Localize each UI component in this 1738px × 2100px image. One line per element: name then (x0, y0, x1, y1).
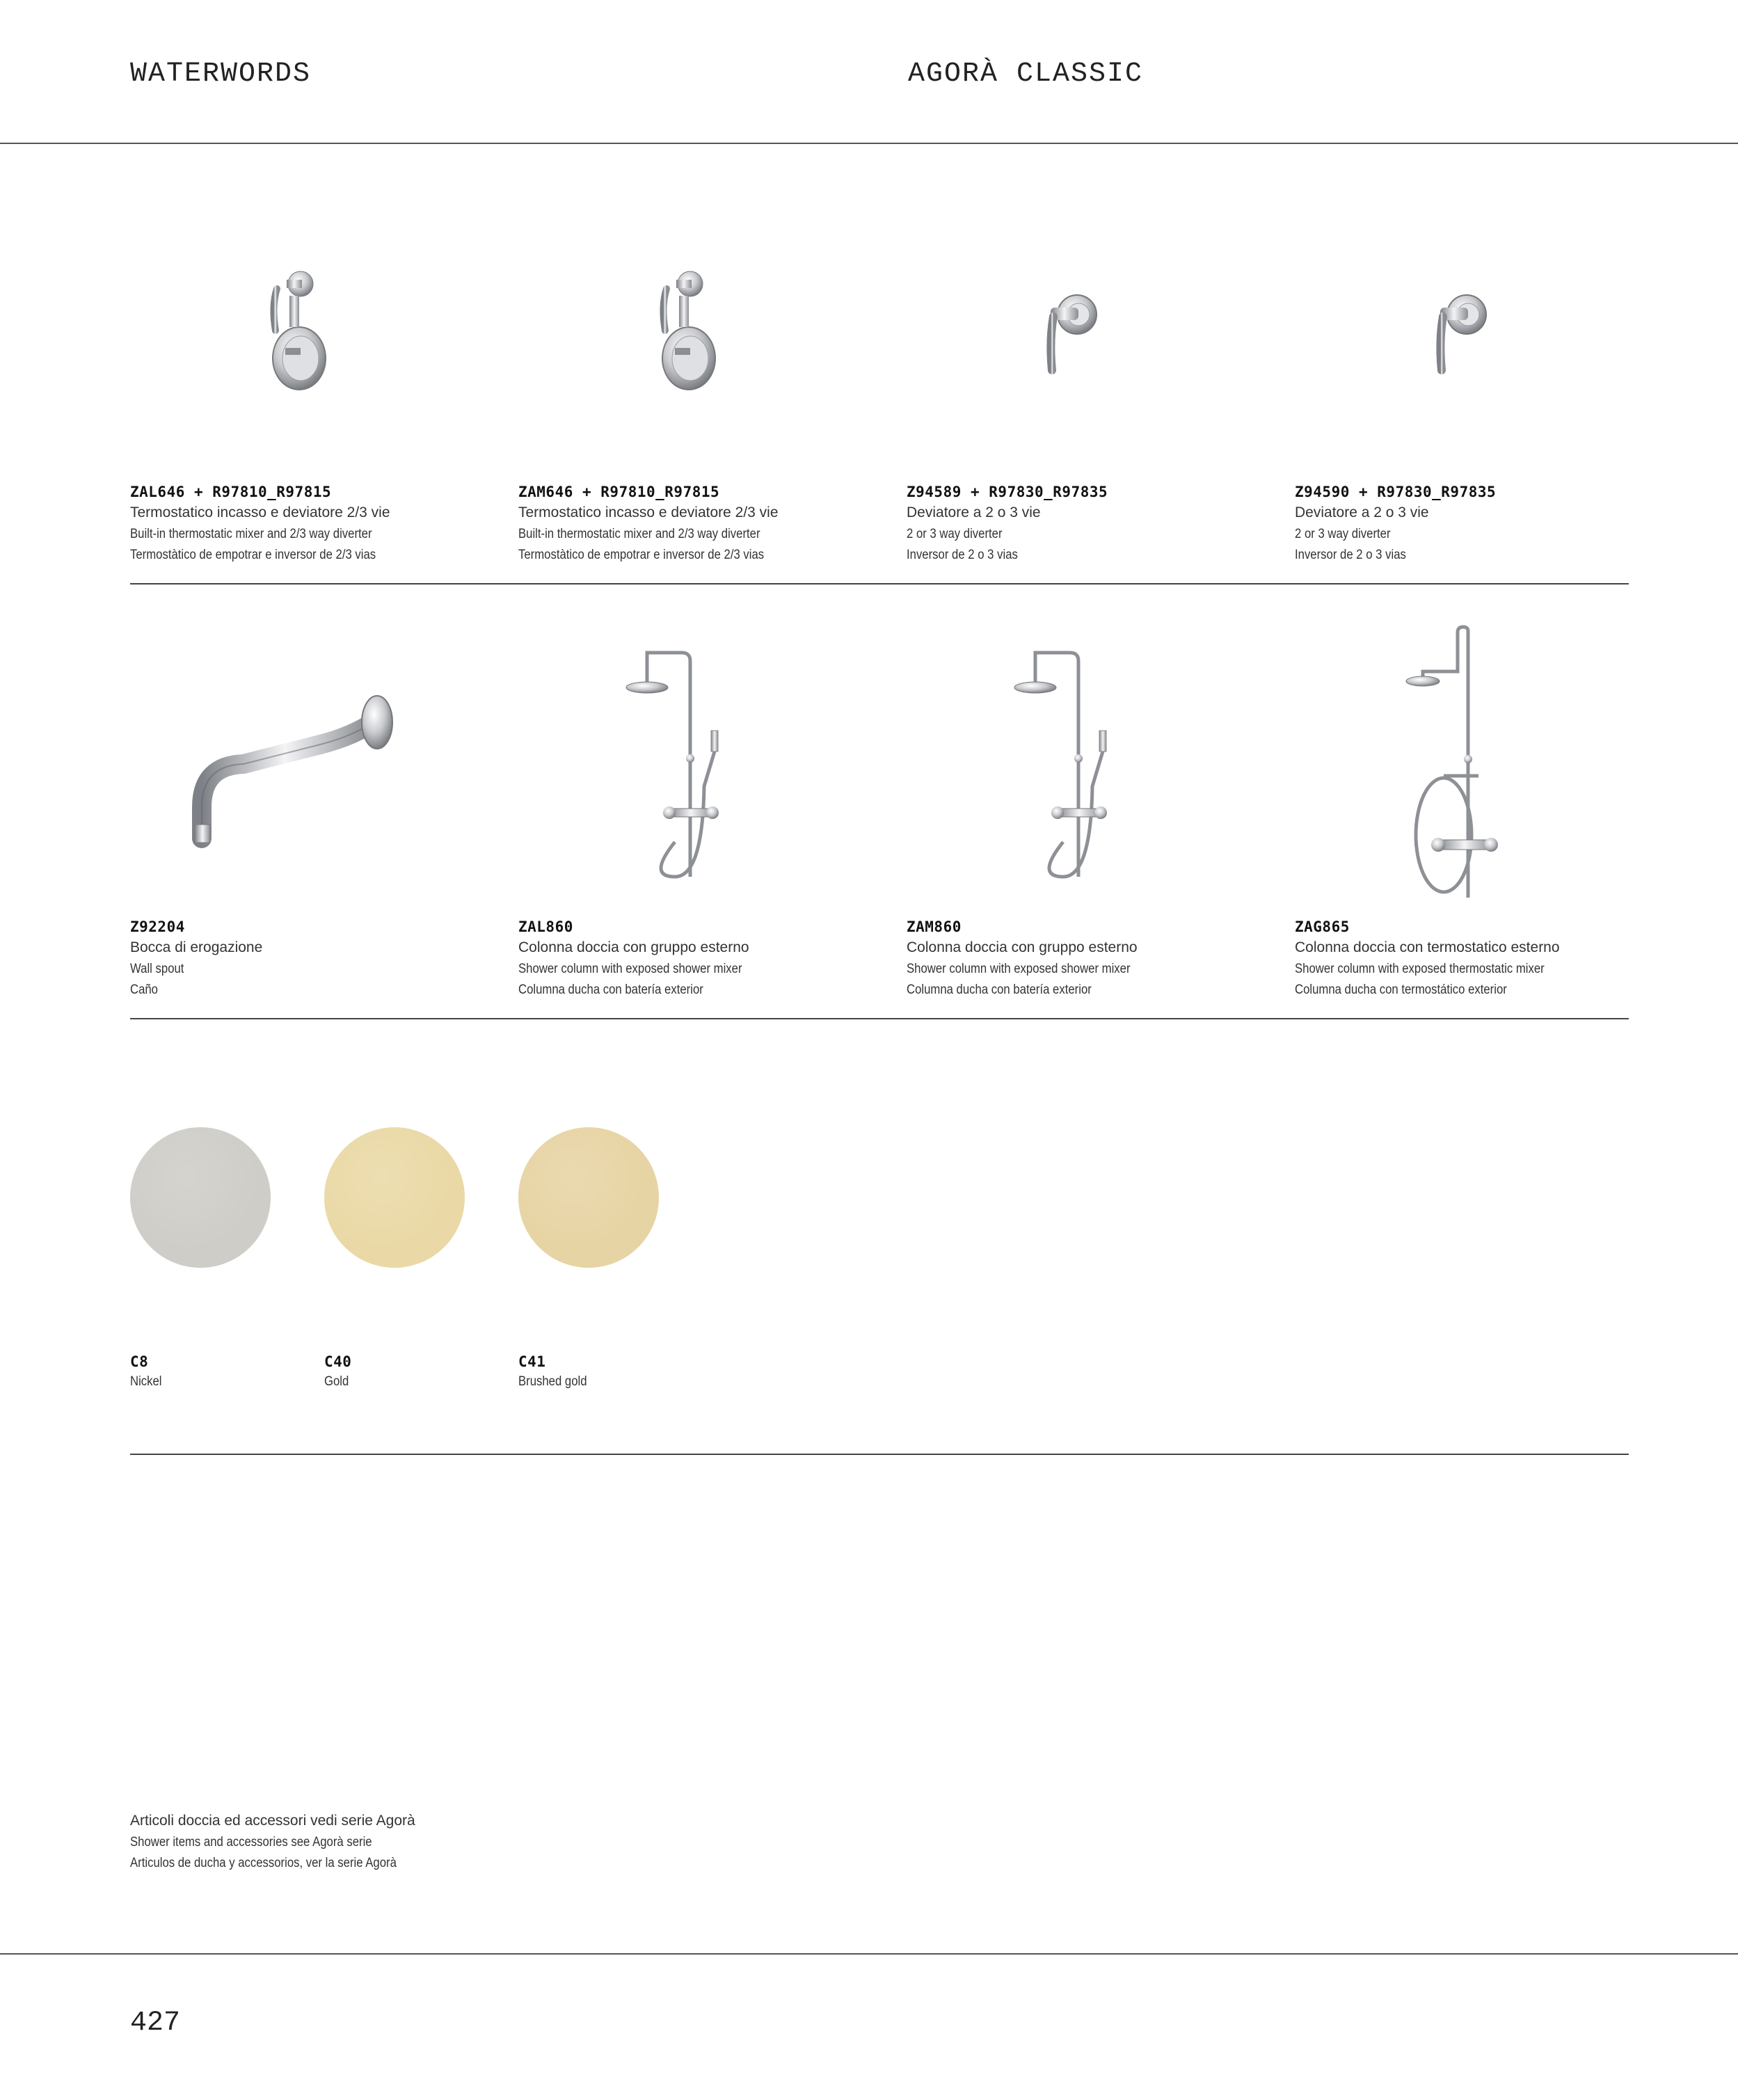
product-code: Z92204 (130, 918, 185, 935)
product-code: ZAG865 (1295, 918, 1350, 935)
product-desc-en: Wall spout (130, 962, 184, 976)
finish-label (324, 1353, 352, 1395)
product-item (1295, 484, 1671, 568)
product-desc-en: Built-in thermostatic mixer and 2/3 way diverter (130, 527, 372, 541)
footer-divider (0, 1953, 1738, 1955)
finish-name: Nickel (130, 1374, 162, 1389)
product-item (1295, 918, 1671, 1003)
product-item (907, 918, 1282, 1003)
product-desc-en: Shower column with exposed shower mixer (907, 962, 1131, 976)
product-item (130, 484, 506, 568)
product-desc-en: Shower column with exposed shower mixer (518, 962, 742, 976)
product-item (518, 484, 894, 568)
product-desc-es: Columna ducha con termostático exterior (1295, 983, 1507, 997)
product-desc-es: Termostàtico de empotrar e inversor de 2/3 vias (130, 548, 376, 562)
product-code: ZAM646 + R97810_R97815 (518, 484, 720, 500)
finish-swatch-gold (324, 1127, 465, 1268)
diverter-image-2 (1419, 285, 1496, 383)
product-desc-en: Shower column with exposed thermostatic mixer (1295, 962, 1545, 976)
finish-code: C41 (518, 1353, 546, 1370)
footer-note-it: Articoli doccia ed accessori vedi serie Agorà (130, 1813, 415, 1829)
product-desc-it: Bocca di erogazione (130, 939, 263, 955)
product-desc-es: Columna ducha con batería exterior (907, 983, 1092, 997)
product-desc-it: Termostatico incasso e deviatore 2/3 vie (518, 504, 779, 520)
finish-code: C40 (324, 1353, 352, 1370)
product-item (518, 918, 894, 1003)
product-code: Z94589 + R97830_R97835 (907, 484, 1108, 500)
product-desc-it: Deviatore a 2 o 3 vie (907, 504, 1041, 520)
product-code: Z94590 + R97830_R97835 (1295, 484, 1497, 500)
product-desc-en: Built-in thermostatic mixer and 2/3 way diverter (518, 527, 760, 541)
footer-note-es: Articulos de ducha y accessorios, ver la serie Agorà (130, 1856, 397, 1870)
product-code: ZAL646 + R97810_R97815 (130, 484, 332, 500)
product-item (130, 918, 506, 1003)
wall-spout-image (188, 689, 404, 849)
thermostatic-mixer-image (250, 264, 334, 404)
product-desc-en: 2 or 3 way diverter (1295, 527, 1391, 541)
shower-column-image-2 (1007, 647, 1133, 884)
product-desc-it: Termostatico incasso e deviatore 2/3 vie (130, 504, 390, 520)
finish-label (130, 1353, 166, 1395)
product-desc-it: Colonna doccia con termostatico esterno (1295, 939, 1560, 955)
row-divider (130, 1018, 1629, 1019)
thermostatic-mixer-image-2 (640, 264, 724, 404)
shower-column-image (619, 647, 744, 884)
product-desc-es: Inversor de 2 o 3 vias (1295, 548, 1406, 562)
product-desc-es: Caño (130, 983, 158, 997)
row-divider (130, 583, 1629, 584)
product-desc-it: Deviatore a 2 o 3 vie (1295, 504, 1429, 520)
product-desc-es: Inversor de 2 o 3 vias (907, 548, 1018, 562)
finish-swatch-nickel (130, 1127, 271, 1268)
product-desc-es: Columna ducha con batería exterior (518, 983, 703, 997)
product-desc-es: Termostàtico de empotrar e inversor de 2/3 vias (518, 548, 765, 562)
product-desc-it: Colonna doccia con gruppo esterno (907, 939, 1138, 955)
brand-title: WATERWORDS (130, 58, 312, 90)
finishes-divider (130, 1454, 1629, 1455)
finish-label (518, 1353, 596, 1395)
finish-swatch-brushed-gold (518, 1127, 659, 1268)
finish-name: Gold (324, 1374, 349, 1389)
footer-note (130, 1813, 433, 1877)
finish-name: Brushed gold (518, 1374, 587, 1389)
product-desc-en: 2 or 3 way diverter (907, 527, 1003, 541)
product-code: ZAM860 (907, 918, 962, 935)
header-divider (0, 143, 1738, 144)
product-item (907, 484, 1282, 568)
product-desc-it: Colonna doccia con gruppo esterno (518, 939, 749, 955)
product-code: ZAL860 (518, 918, 573, 935)
thermostatic-shower-column-image (1395, 623, 1506, 901)
diverter-image (1030, 285, 1106, 383)
finish-code: C8 (130, 1353, 149, 1370)
page-number: 427 (130, 2007, 181, 2039)
footer-note-en: Shower items and accessories see Agorà serie (130, 1835, 372, 1850)
collection-title: AGORÀ CLASSIC (908, 58, 1144, 90)
